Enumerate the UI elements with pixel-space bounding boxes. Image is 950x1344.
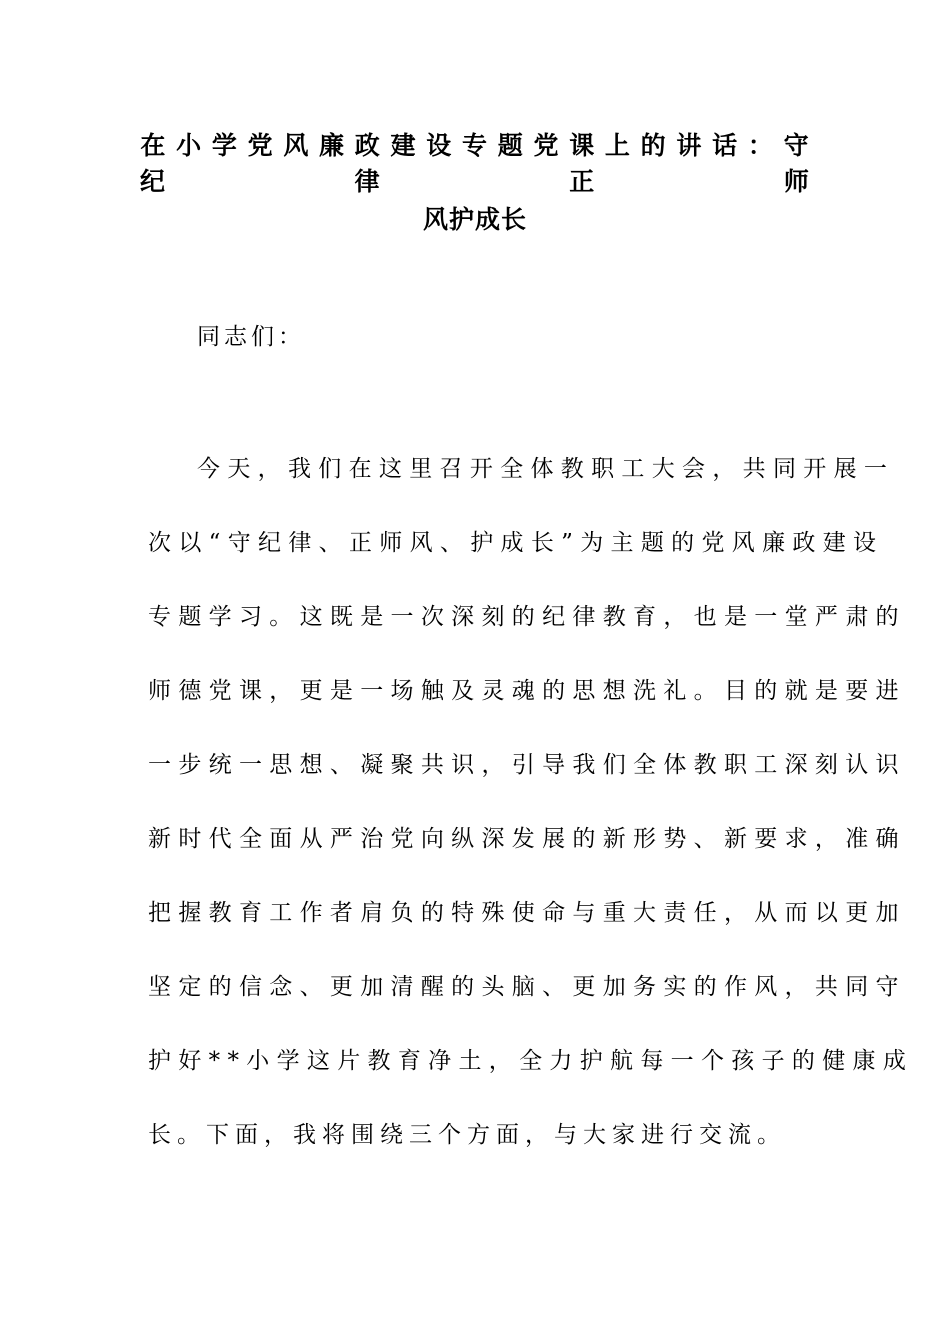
paragraph-line: 师 德 党 课 ， 更 是 一 场 触 及 灵 魂 的 思 想 洗 礼 。 目 的 就 是 要 进: [148, 678, 899, 704]
paragraph-line: 坚 定 的 信 念 、 更 加 清 醒 的 头 脑 、 更 加 务 实 的 作 风 ， 共 同 守: [148, 974, 899, 1000]
document-title-line-1: 在 小 学 党 风 廉 政 建 设 专 题 党 课 上 的 讲 话 ： 守 纪 律 正 师: [140, 131, 810, 196]
paragraph-line: 新 时 代 全 面 从 严 治 党 向 纵 深 发 展 的 新 形 势 、 新 要 求 ， 准 确: [148, 826, 899, 852]
salutation: 同志们：: [197, 324, 305, 350]
paragraph-line: 一 步 统 一 思 想 、 凝 聚 共 识 ， 引 导 我 们 全 体 教 职 工 深 刻 认 识: [148, 752, 899, 778]
document-title-line-2: 风护成长: [422, 205, 527, 234]
paragraph-line: 长。下面，我将围绕三个方面，与大家进行交流。: [148, 1122, 786, 1148]
paragraph-line: 把 握 教 育 工 作 者 肩 负 的 特 殊 使 命 与 重 大 责 任 ， 从 而 以 更 加: [148, 900, 899, 926]
paragraph-line: 护 好 * * 小 学 这 片 教 育 净 土 ， 全 力 护 航 每 一 个 孩 子 的 健 康 成: [148, 1048, 906, 1074]
paragraph-line: 专 题 学 习 。 这 既 是 一 次 深 刻 的 纪 律 教 育 ， 也 是 一 堂 严 肃 的: [148, 604, 899, 630]
paragraph-line: 今 天 ， 我 们 在 这 里 召 开 全 体 教 职 工 大 会 ， 共 同 开 展 一: [197, 456, 887, 482]
paragraph-line: 次 以 “ 守 纪 律 、 正 师 风 、 护 成 长 ” 为 主 题 的 党 风 廉 政 建 设: [148, 530, 877, 556]
